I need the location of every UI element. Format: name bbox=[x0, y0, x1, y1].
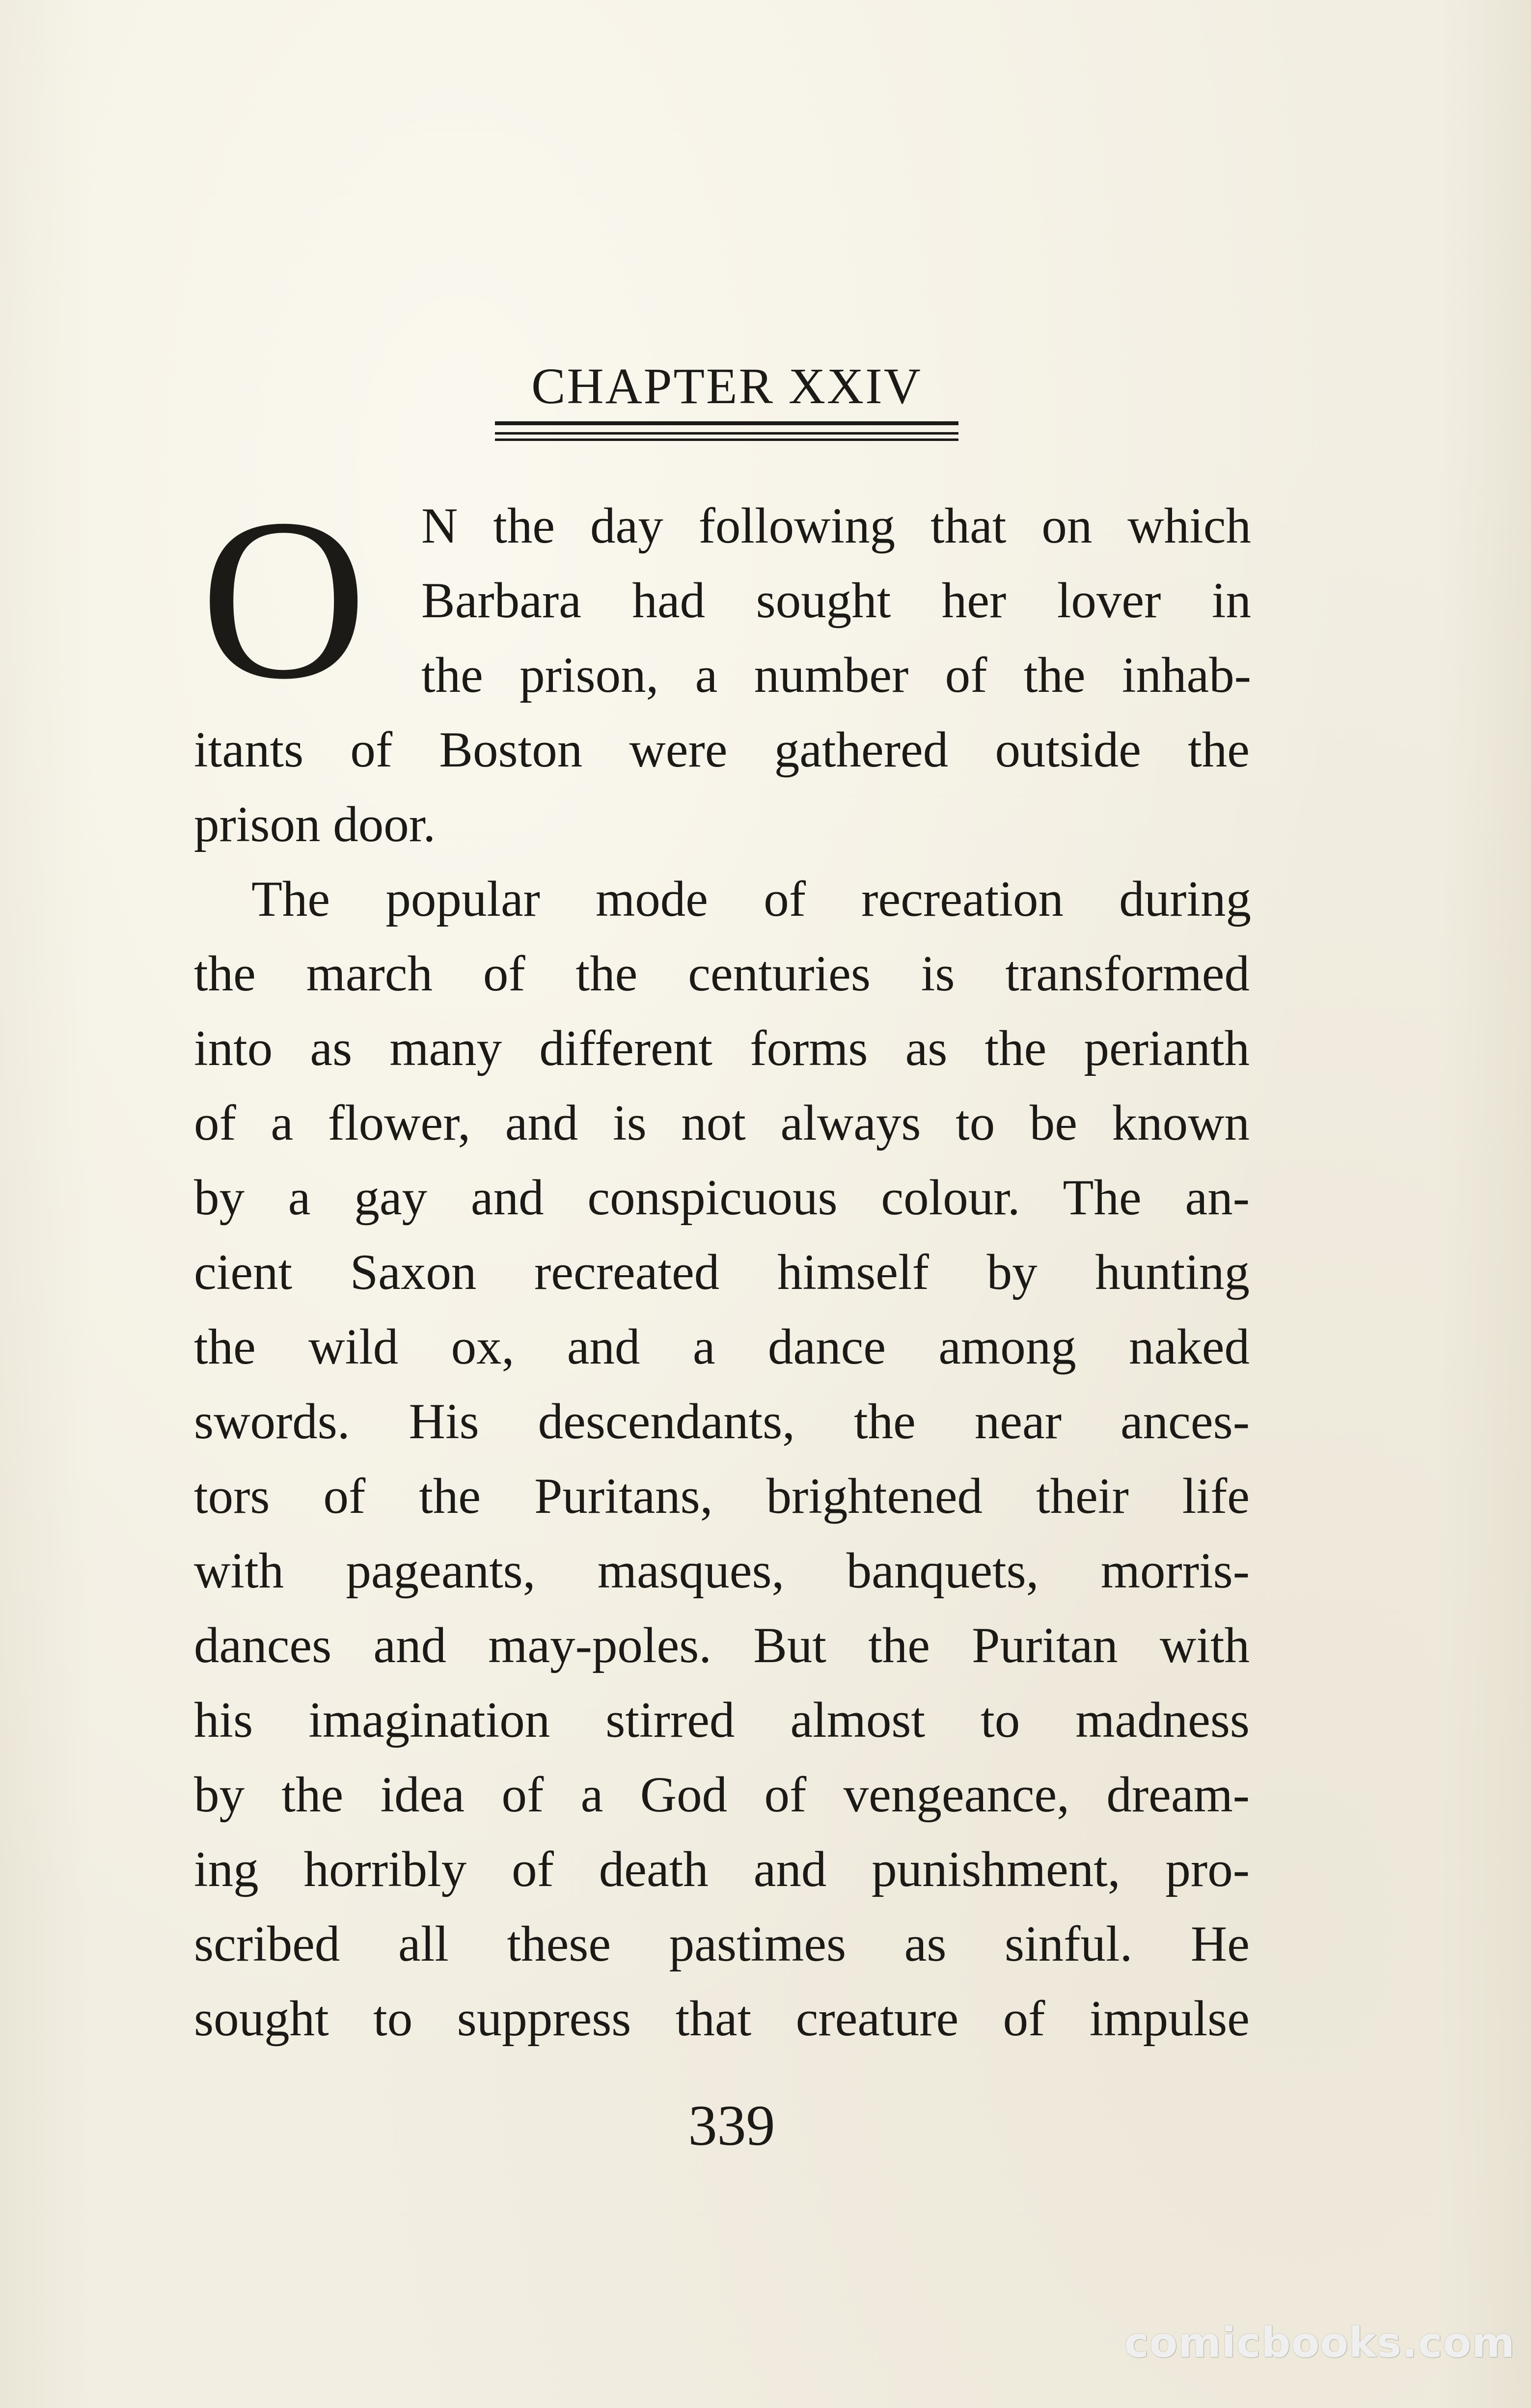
page-number: 339 bbox=[688, 2093, 775, 2158]
text-line: ing horribly of death and punishment, pro- bbox=[194, 1841, 1250, 1897]
heading-rule-double-bottom bbox=[495, 438, 958, 441]
text-line: cient Saxon recreated himself by hunting bbox=[194, 1244, 1250, 1300]
text-line: sought to suppress that creature of impulse bbox=[194, 1991, 1250, 2047]
text-line: Barbara had sought her lover in bbox=[421, 573, 1251, 629]
text-line: tors of the Puritans, brightened their life bbox=[194, 1468, 1250, 1524]
heading-rule-thick bbox=[495, 421, 958, 425]
text-line: itants of Boston were gathered outside the bbox=[194, 722, 1250, 778]
text-line: the wild ox, and a dance among naked bbox=[194, 1319, 1250, 1375]
text-line: by a gay and conspicuous colour. The an- bbox=[194, 1170, 1250, 1226]
text-line: into as many different forms as the perianth bbox=[194, 1020, 1250, 1076]
text-line: swords. His descendants, the near ances- bbox=[194, 1394, 1250, 1450]
drop-cap: O bbox=[200, 471, 367, 727]
text-line: prison door. bbox=[194, 796, 436, 852]
chapter-heading-block bbox=[496, 358, 957, 414]
text-line: N the day following that on which bbox=[421, 498, 1251, 554]
text-line: dances and may-poles. But the Puritan with bbox=[194, 1617, 1250, 1673]
text-line: with pageants, masques, banquets, morris- bbox=[194, 1543, 1250, 1599]
heading-rule-double-top bbox=[495, 432, 958, 435]
watermark-logo: comicbooks.com bbox=[1124, 2319, 1515, 2367]
chapter-heading: CHAPTER XXIV bbox=[531, 358, 922, 414]
text-line: The popular mode of recreation during bbox=[251, 871, 1251, 927]
text-line: scribed all these pastimes as sinful. He bbox=[194, 1916, 1250, 1972]
text-line: his imagination stirred almost to madness bbox=[194, 1692, 1250, 1748]
text-line: by the idea of a God of vengeance, dream- bbox=[194, 1767, 1250, 1823]
text-line: the march of the centuries is transformed bbox=[194, 946, 1250, 1002]
text-line: the prison, a number of the inhab- bbox=[421, 647, 1251, 703]
text-line: of a flower, and is not always to be known bbox=[194, 1095, 1250, 1151]
